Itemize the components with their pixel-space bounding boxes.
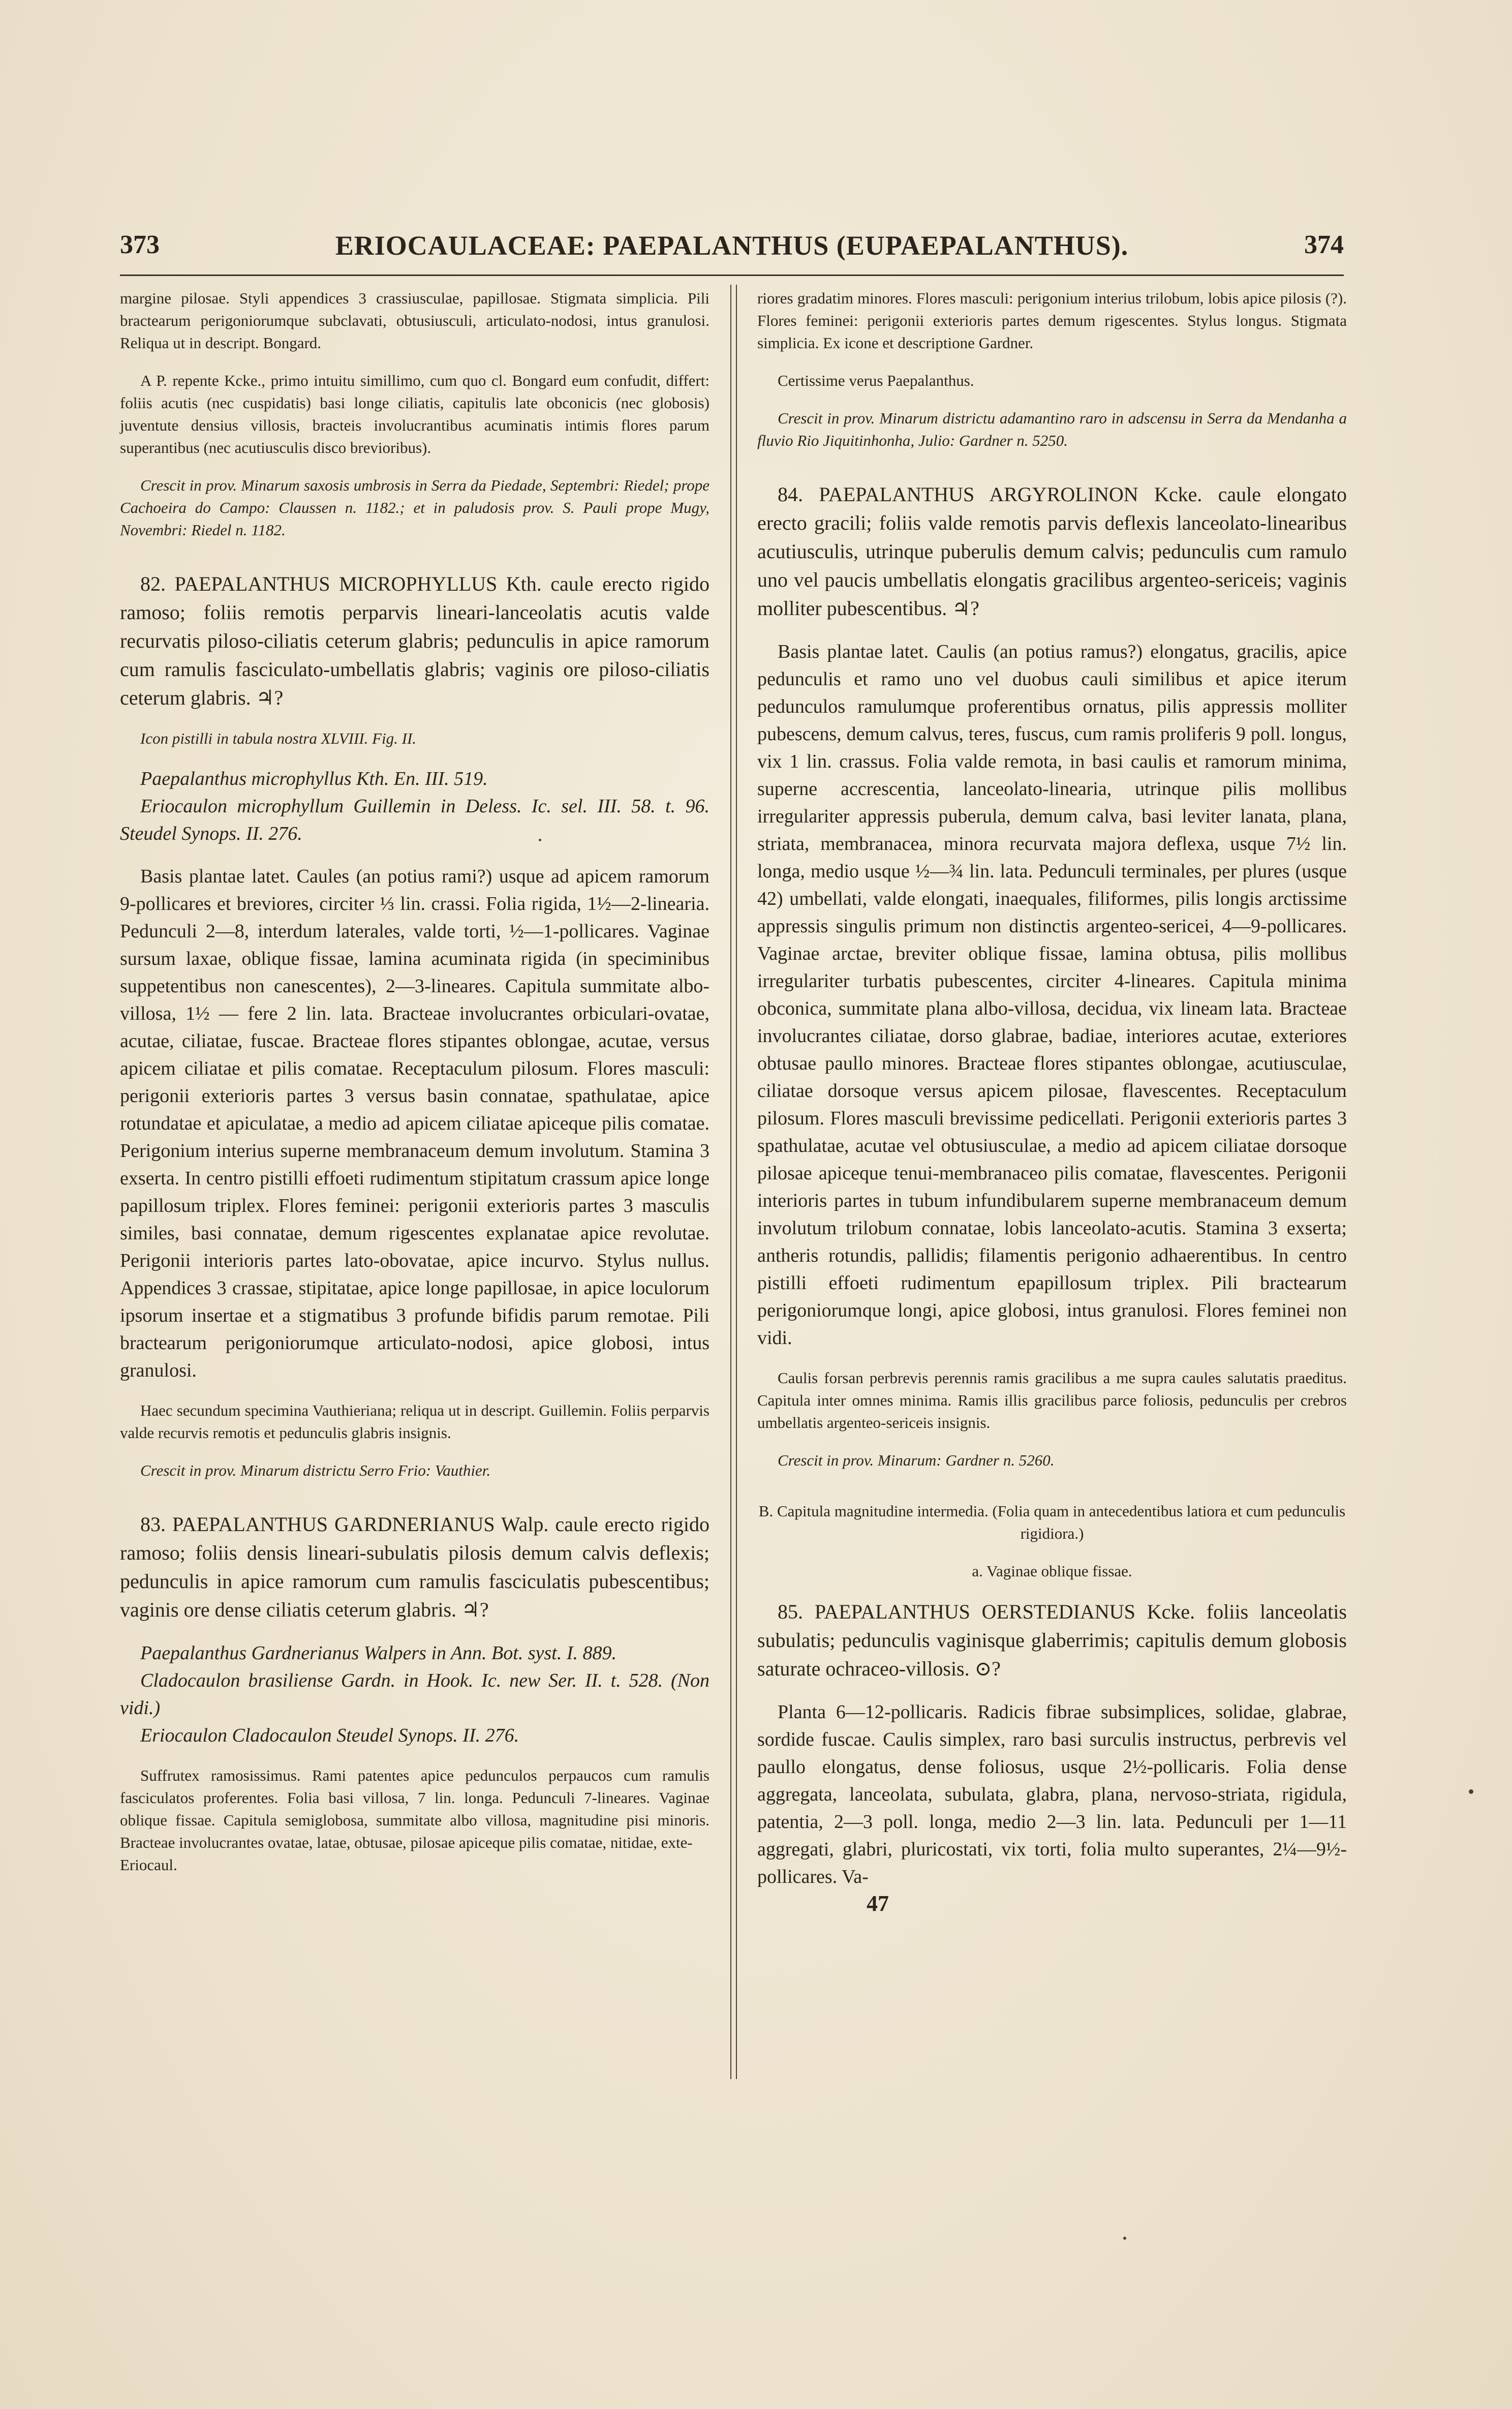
species-description-85: Planta 6—12-pollicaris. Radicis fibrae subsimplices, solidae, glabrae, sordide fuscae. Caulis simplex, raro basi surculis instructus, perbrevis vel paullo elongatus, dense foliosus, usque 2½-pollicaris. Folia dense aggregata, lanceolata, subulata, glabra, plana, nervoso-striata, rigidula, patentia, 2—3 poll. longa, medio 2—3 lin. lata. Pedunculi per 1—11 aggregati, glabri, pluricostati, vix torti, folia multo superantes, 2¼—9½-pollicares. Va- xyxy=(757,1701,1347,1887)
paragraph-comparison: A P. repente Kcke., primo intuitu simillimo, cum quo cl. Bongard eum confudit, differt: foliis acutis (nec cuspidatis) basi longe ciliatis, capitulis late obconicis (nec globosis) juventute densius villosis, bracteis involucrantibus acuminatis intimis flores parum superantibus (nec acutiusculis disco brevioribus). xyxy=(120,372,709,456)
page-number-right: 374 xyxy=(1304,230,1344,259)
species-note-84: Caulis forsan perbrevis perennis ramis gracilibus a me supra caules salutatis praeditus. Capitula inter omnes minima. Ramis illis gracilibus parce foliosis, pedunculis per crebros umbellatis argenteo-sericeis insignis. xyxy=(757,1369,1347,1431)
left-column xyxy=(120,287,709,1876)
species-description-82: Basis plantae latet. Caules (an potius rami?) usque ad apicem ramorum 9-pollicares et breviores, circiter ⅓ lin. crassi. Folia rigida, 1½—2-linearia. Pedunculi 2—8, interdum laterales, valde torti, ½—1-pollicares. Vaginae sursum laxae, oblique fissae, lamina acuminata rigida (in speciminibus suppetentibus non canescentes), 2—3-lineares. Capitula summitate albo-villosa, 1½ — fere 2 lin. lata. Bracteae involucrantes orbiculari-ovatae, acutae, ciliatae, fuscae. Bracteae flores stipantes oblongae, acutae, versus apicem ciliatae et pilis comatae. Receptaculum pilosum. Flores masculi: perigonii exterioris partes 3 versus basin connatae, spathulatae, apice rotundatae et apiculatae, a medio ad apicem ciliatae apiceque pilis comatae. Perigonium interius superne membranaceum demum involutum. Stamina 3 exserta. In centro pistilli effoeti rudimentum stipitatum crassum apice longe papillosum triplex. Flores feminei: perigonii exterioris partes 3 masculis similes, basi connatae, demum rigescentes explanatae apice revolutae. Perigonii interioris partes lato-obovatae, apice incurvo. Stylus nullus. Appendices 3 crassae, stipitatae, apice longe papillosae, in apice loculorum ipsorum insertae et a stigmatibus 3 profunde bifidis parum remotae. Pili bractearum perigoniorumque articulato-nodosi, apice globosi, intus granulosi. xyxy=(120,866,709,1381)
column-divider xyxy=(730,285,731,2079)
habitat-note: Crescit in prov. Minarum: Gardner n. 5260. xyxy=(778,1451,1055,1469)
paragraph: Certissime verus Paepalanthus. xyxy=(778,372,974,389)
section-heading-b: B. Capitula magnitudine intermedia. (Folia quam in antecedentibus latiora et cum pedunculis rigidiora.) xyxy=(758,1502,1346,1542)
paper-speck xyxy=(1469,1789,1473,1794)
synonym: Eriocaulon Cladocaulon Steudel Synops. II. 276. xyxy=(140,1725,519,1746)
right-column xyxy=(757,287,1347,1916)
habitat-note: Crescit in prov. Minarum saxosis umbrosis in Serra da Piedade, Septembri: Riedel; prope Cachoeira do Campo: Claussen n. 1182.; et in paludosis prov. S. Pauli prope Mugy, Novembri: Riedel n. 1182. xyxy=(120,476,709,539)
habitat-note: Crescit in prov. Minarum districtu Serro Frio: Vauthier. xyxy=(140,1461,491,1479)
species-heading-84: 84. PAEPALANTHUS ARGYROLINON Kcke. caule elongato erecto gracili; foliis valde remotis parvis deflexis lanceolato-linearibus acutiusculis, utrinque puberulis demum calvis; pedunculis cum ramulo uno vel paucis umbellatis elongatis gracilibus argenteo-sericeis; vaginis molliter pubescentibus. ♃? xyxy=(757,483,1347,620)
synonym: Paepalanthus Gardnerianus Walpers in Ann. Bot. syst. I. 889. xyxy=(140,1642,616,1664)
paragraph: margine pilosae. Styli appendices 3 crassiusculae, papillosae. Stigmata simplicia. Pili bractearum perigoniorumque subclavati, obtusiusculi, articulato-nodosi, intus granulosi. Reliqua ut in descript. Bongard. xyxy=(120,289,709,352)
synonym: Cladocaulon brasiliense Gardn. in Hook. Ic. new Ser. II. t. 528. (Non vidi.) xyxy=(120,1670,709,1719)
species-description-84: Basis plantae latet. Caulis (an potius ramus?) elongatus, gracilis, apice pedunculis et ramo uno vel duobus cauli similibus et apice iterum pedunculos ramulumque proferentibus ornatus, pilis appressis molliter pubescens, demum calvus, teres, fuscus, cum ramis proliferis 9 poll. longus, vix 1 lin. crassus. Folia valde remota, in basi caulis et ramorum minima, superne accrescentia, lanceolato-linearia, utrinque pilis mollibus irregulariter appressis puberula, demum calva, basi leviter lanata, plana, striata, membranacea, minora recurvata majora deflexa, usque 7½ lin. longa, medio usque ½—¾ lin. lata. Pedunculi terminales, per plures (usque 42) umbellati, valde elongati, inaequales, filiformes, pilis longis arctissime appressis singulis primum non distinctis argenteo-sericei, 4—9-pollicares. Vaginae arctae, breviter oblique fissae, lamina obtusa, pilis mollibus irregulariter turbatis pubescentes, circiter 4-lineares. Capitula minima obconica, summitate plana albo-villosa, decidua, vix lineam lata. Bracteae involucrantes ciliatae, dorso glabrae, badiae, interiores acutae, exteriores obtusae paullo minores. Bracteae flores stipantes oblongae, acutiusculae, ciliatae dorsoque versus apicem pilosae, flavescentes. Receptaculum pilosum. Flores masculi brevissime pedicellati. Perigonii exterioris partes 3 spathulatae, acutae vel obtusiusculae, a medio ad apicem ciliatae dorsoque pilosae apiceque tenui-membranaceo pilis comatae, flavescentes. Perigonii interioris partes in tubum infundibularem superne membranaceum demum involutum trilobum connatae, lobis lanceolato-acutis. Stamina 3 exserta; antheris rotundis, pallidis; filamentis perigonio adhaerentibus. In centro pistilli effoeti rudimentum epapillosum triplex. Pili bractearum perigoniorumque longi, apice globosi, intus granulosi. Flores feminei non vidi. xyxy=(757,641,1347,1349)
signature-mark: 47 xyxy=(867,1891,889,1916)
subsection-heading-a: a. Vaginae oblique fissae. xyxy=(972,1562,1132,1580)
species-heading-82: 82. PAEPALANTHUS MICROPHYLLUS Kth. caule erecto rigido ramoso; foliis remotis perparvis lineari-lanceolatis acutis valde recurvatis piloso-ciliatis ceterum glabris; pedunculis in apice ramorum cum ramulis fasciculato-umbellatis glabris; vaginis ore piloso-ciliatis ceterum glabris. ♃? xyxy=(120,572,709,709)
icon-reference: Icon pistilli in tabula nostra XLVIII. Fig. II. xyxy=(140,729,417,747)
running-title: ERIOCAULACEAE: PAEPALANTHUS (EUPAEPALANTHUS). xyxy=(335,230,1129,261)
running-header xyxy=(120,230,1344,270)
page-number-left: 373 xyxy=(120,230,160,259)
column-divider-inner xyxy=(736,285,737,2079)
paper-speck xyxy=(1123,2237,1126,2240)
species-description-83: Suffrutex ramosissimus. Rami patentes apice pedunculos perpaucos cum ramulis fasciculatos proferentes. Folia basi villosa, 7 lin. longa. Pedunculi 7-lineares. Vaginae oblique fissae. Capitula semiglobosa, summitate albo villosa, magnitudine pisi minoris. Bracteae involucrantes ovatae, latae, obtusae, pilosae apiceque pilis comatae, nitidae, exte- xyxy=(120,1766,709,1851)
species-note-82: Haec secundum specimina Vauthieriana; reliqua ut in descript. Guillemin. Foliis perparvis valde recurvis remotis et pedunculis glabris insignis. xyxy=(120,1401,709,1442)
catchword: Eriocaul. xyxy=(120,1856,177,1874)
species-heading-83: 83. PAEPALANTHUS GARDNERIANUS Walp. caule erecto rigido ramoso; foliis densis lineari-subulatis pilosis demum calvis deflexis; pedunculis in apice ramorum cum ramulis fasciculatis pubescentibus; vaginis ore dense ciliatis ceterum glabris. ♃? xyxy=(120,1513,709,1621)
paragraph: riores gradatim minores. Flores masculi: perigonium interius trilobum, lobis apice pilosis (?). Flores feminei: perigonii exterioris partes demum rigescentes. Stylus longus. Stigmata simplicia. Ex icone et descriptione Gardner. xyxy=(757,289,1347,352)
synonym: Eriocaulon microphyllum Guillemin in Deless. Ic. sel. III. 58. t. 96. Steudel Synops. II. 276. xyxy=(120,796,709,844)
synonym: Paepalanthus microphyllus Kth. En. III. 519. xyxy=(140,768,488,789)
species-heading-85: 85. PAEPALANTHUS OERSTEDIANUS Kcke. foliis lanceolatis subulatis; pedunculis vaginisque glaberrimis; capitulis demum globosis saturate ochraceo-villosis. ⊙? xyxy=(757,1600,1347,1680)
paper-speck xyxy=(539,839,541,841)
habitat-note: Crescit in prov. Minarum districtu adamantino raro in adscensu in Serra da Mendanha a fluvio Rio Jiquitinhonha, Julio: Gardner n. 5250. xyxy=(757,409,1347,449)
header-rule xyxy=(120,275,1344,276)
